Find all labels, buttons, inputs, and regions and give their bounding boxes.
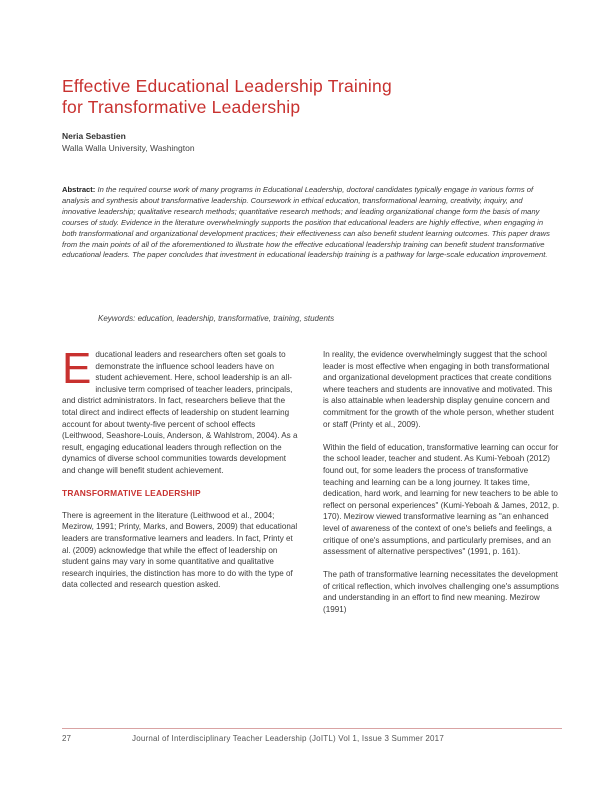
body-paragraph: Within the field of education, transformative learning can occur for the school leader, teacher and student. As Kumi-Yeboah (2012) found out, for some leaders the process of transformative teaching and learning can be a long journey. It takes time, dedication, hard work, and learning for new teachers to be able to reflect on personal experiences" (Kumi-Yeboah & James, 2012, p. 170). Mezirow viewed transformative learning as "an enhanced level of awareness of the context of one's beliefs and feelings, a critique of one's assumptions, and particularly premises, and an assessment of alternative perspectives" (1991, p. 161). (323, 442, 560, 557)
intro-text: ducational leaders and researchers often set goals to demonstrate the influence school leaders have on student achievement. Here, school leadership is an all-inclusive term comprised of teacher leaders, principals, and district administrators. In fact, researchers believe that the total direct and indirect effects of leadership on student learning account for about twenty-five percent of school effects (Leithwood, Seashore-Louis, Anderson, & Wahlstrom, 2004). As a result, engaging educational leaders through reflection on the dynamics of diverse school communities towards development and change will benefit student achievement. (62, 350, 298, 475)
abstract-label: Abstract: (62, 185, 96, 194)
body-paragraph: In reality, the evidence overwhelmingly suggest that the school leader is most effective when engaging in both transformational and organizational development practices that create conditions where teachers and students are innovative and motivated. This is also attainable when leadership display genuine concern and commitment for the growth of the whole person, whether student or staff (Printy et al., 2009). (323, 350, 554, 429)
title-line-2: for Transformative Leadership (62, 97, 301, 117)
journal-citation: Journal of Interdisciplinary Teacher Leadership (JoITL) Vol 1, Issue 3 Summer 2017 (132, 734, 444, 743)
body-paragraph: The path of transformative learning necessitates the development of critical reflection, which involves challenging one's assumptions and understanding in an effort to find new meaning. Mezirow (1991) (323, 570, 559, 615)
intro-paragraph (62, 344, 299, 477)
abstract-text: In the required course work of many programs in Educational Leadership, doctoral candidates typically engage in various forms of analysis and synthesis about transformative leadership. Coursework in ethical education, transformational learning, creativity, inquiry, and innovative leadership; qualitative research methods; quantitative research methods; and leading organizational change form the basis of many courses of study. Evidence in the literature overwhelmingly supports the position that educational leaders are highly effective, when engaging in both transformational and organizational development practices; their effectiveness can also benefit student learning outcomes. This paper draws from the main points of all of the aforementioned to illustrate how the effective educational leadership training can benefit student transformative educational leaders. The paper concludes that investment in educational leadership training is a pathway for large-scale education improvement. (62, 185, 550, 260)
section-heading: TRANSFORMATIVE LEADERSHIP (62, 488, 201, 499)
article-title (62, 76, 562, 118)
body-column-left (62, 344, 299, 602)
title-line-1: Effective Educational Leadership Training (62, 76, 392, 96)
drop-cap: E (62, 344, 92, 393)
footer-divider (62, 728, 562, 729)
abstract (62, 185, 554, 261)
author-affiliation: Walla Walla University, Washington (62, 143, 195, 153)
page-number: 27 (62, 734, 71, 743)
author-name: Neria Sebastien (62, 131, 126, 141)
body-column-right (323, 349, 560, 627)
keywords: Keywords: education, leadership, transformative, training, students (98, 314, 335, 323)
body-paragraph: There is agreement in the literature (Leithwood et al., 2004; Mezirow, 1991; Printy, Marks, and Bowers, 2009) that educational leaders are transformative learners and leaders. In fact, Printy et al. (2009) acknowledge that while the effect of leadership on student gains may vary in some quantitative and qualitative research inquiries, the distinction has more to do with the type of data collected and research question asked. (62, 510, 298, 590)
